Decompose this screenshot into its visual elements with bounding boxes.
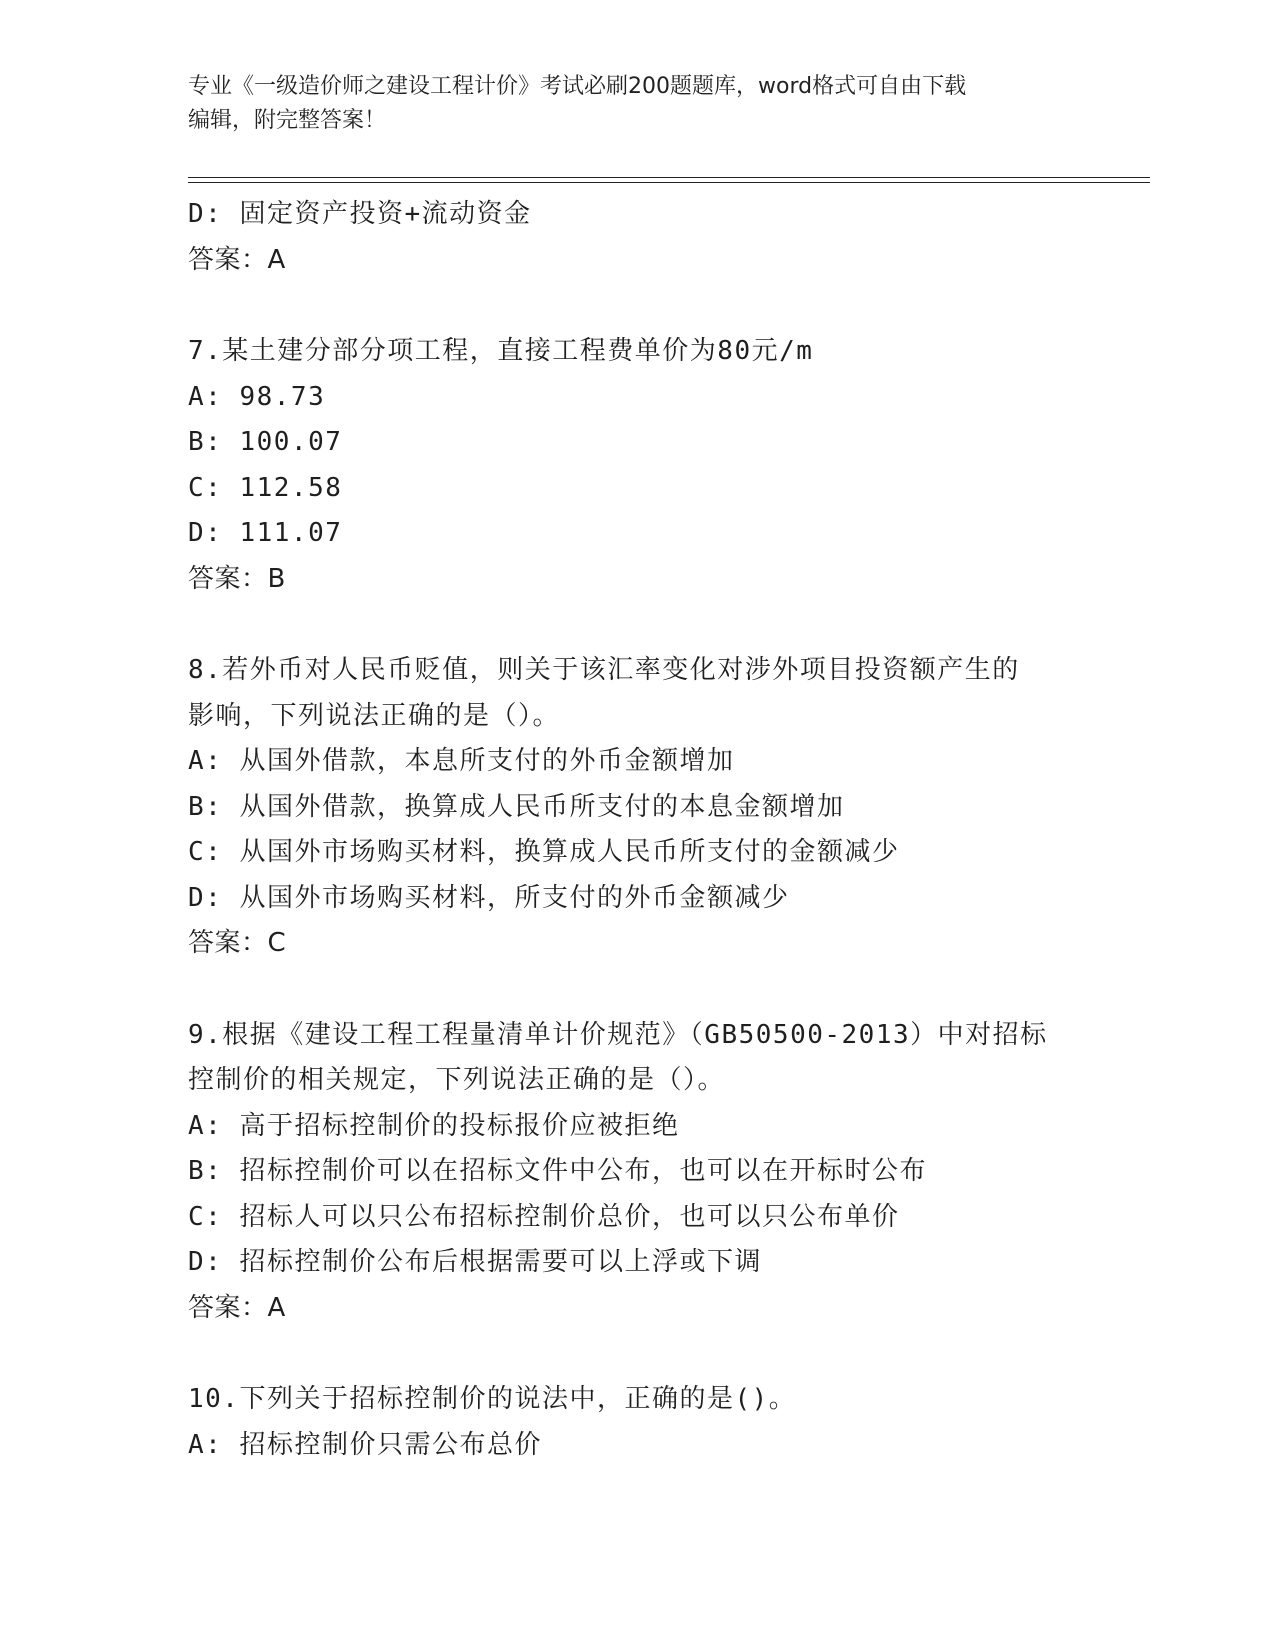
answer-line: 答案：A — [188, 244, 286, 275]
question-block-7 — [188, 329, 1148, 602]
option-line: C: 招标人可以只公布招标控制价总价，也可以只公布单价 — [188, 1201, 900, 1232]
option-line: D: 111.07 — [188, 518, 343, 548]
option-line: D: 从国外市场购买材料，所支付的外币金额减少 — [188, 882, 790, 913]
question-stem: 8.若外币对人民币贬值，则关于该汇率变化对涉外项目投资额产生的 — [188, 655, 1020, 685]
option-line: D: 固定资产投资+流动资金 — [188, 199, 532, 229]
block-spacer — [188, 602, 1148, 648]
option-line: A: 高于招标控制价的投标报价应被拒绝 — [188, 1110, 680, 1141]
answer-line: 答案：C — [188, 928, 287, 958]
question-stem: 控制价的相关规定，下列说法正确的是（）。 — [188, 1065, 726, 1095]
question-stem: 影响，下列说法正确的是（）。 — [188, 700, 561, 731]
option-line: B: 100.07 — [188, 427, 343, 457]
option-line: C: 112.58 — [188, 472, 343, 503]
block-spacer — [188, 967, 1148, 1013]
header-rule-top — [188, 177, 1150, 178]
block-spacer — [188, 1331, 1148, 1377]
option-line: A: 招标控制价只需公布总价 — [188, 1429, 542, 1460]
option-line: D: 招标控制价公布后根据需要可以上浮或下调 — [188, 1247, 762, 1277]
option-line: B: 招标控制价可以在招标文件中公布，也可以在开标时公布 — [188, 1156, 927, 1186]
question-stem: 10.下列关于招标控制价的说法中，正确的是()。 — [188, 1384, 797, 1414]
header-line-1: 专业《一级造价师之建设工程计价》考试必刷200题题库，word格式可自由下载 — [188, 74, 967, 99]
question-block-9 — [188, 1013, 1148, 1332]
option-line: C: 从国外市场购买材料，换算成人民币所支付的金额减少 — [188, 837, 900, 867]
header-rule-bottom — [188, 182, 1150, 183]
question-list — [188, 192, 1148, 1468]
option-line: A: 98.73 — [188, 381, 326, 412]
question-block-8 — [188, 648, 1148, 967]
question-block-6 — [188, 192, 1148, 283]
block-spacer — [188, 283, 1148, 329]
header-line-2: 编辑，附完整答案！ — [188, 108, 387, 133]
document-header — [188, 70, 1088, 138]
option-line: A: 从国外借款，本息所支付的外币金额增加 — [188, 746, 735, 776]
option-line: B: 从国外借款，换算成人民币所支付的本息金额增加 — [188, 791, 845, 822]
answer-line: 答案：A — [188, 1292, 286, 1323]
question-stem: 9.根据《建设工程工程量清单计价规范》（GB50500-2013）中对招标 — [188, 1019, 1048, 1050]
question-stem: 7.某土建分部分项工程，直接工程费单价为80元/m — [188, 336, 814, 366]
question-block-10 — [188, 1377, 1148, 1468]
answer-line: 答案：B — [188, 563, 286, 594]
